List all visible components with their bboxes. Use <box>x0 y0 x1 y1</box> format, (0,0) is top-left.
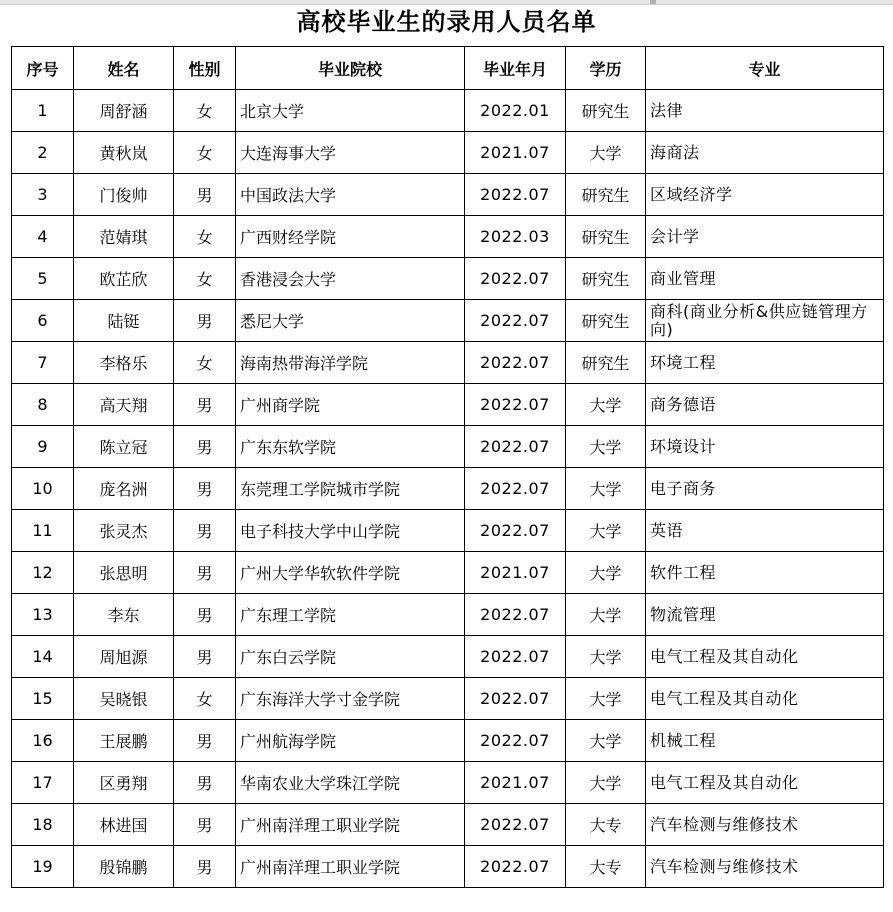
cell-school: 东莞理工学院城市学院 <box>236 468 465 510</box>
cell-index: 15 <box>12 678 74 720</box>
header-degree: 学历 <box>566 47 646 90</box>
cell-gender: 女 <box>174 132 236 174</box>
cell-degree: 大学 <box>566 468 646 510</box>
cell-grad-date: 2022.07 <box>465 594 566 636</box>
cell-name: 范婧琪 <box>74 216 174 258</box>
cell-gender: 男 <box>174 426 236 468</box>
cell-name: 黄秋岚 <box>74 132 174 174</box>
table-row <box>12 846 884 888</box>
cell-grad-date: 2021.07 <box>465 132 566 174</box>
table-row <box>12 300 884 342</box>
cell-gender: 男 <box>174 846 236 888</box>
table-row <box>12 216 884 258</box>
cell-major: 电子商务 <box>646 468 884 510</box>
cell-name: 吴晓银 <box>74 678 174 720</box>
cell-gender: 男 <box>174 384 236 426</box>
cell-index: 12 <box>12 552 74 594</box>
cell-name: 高天翔 <box>74 384 174 426</box>
cell-major: 商业管理 <box>646 258 884 300</box>
header-gender: 性别 <box>174 47 236 90</box>
cell-grad-date: 2022.03 <box>465 216 566 258</box>
cell-school: 华南农业大学珠江学院 <box>236 762 465 804</box>
cell-major: 电气工程及其自动化 <box>646 678 884 720</box>
cell-degree: 大学 <box>566 636 646 678</box>
cell-name: 门俊帅 <box>74 174 174 216</box>
cell-school: 广州航海学院 <box>236 720 465 762</box>
cell-grad-date: 2022.07 <box>465 510 566 552</box>
cell-index: 14 <box>12 636 74 678</box>
cell-name: 周舒涵 <box>74 90 174 132</box>
cell-school: 广西财经学院 <box>236 216 465 258</box>
cell-gender: 男 <box>174 510 236 552</box>
cell-degree: 大学 <box>566 552 646 594</box>
table-header-row <box>12 47 884 90</box>
cell-major: 商科(商业分析&供应链管理方向) <box>646 300 884 342</box>
cell-grad-date: 2022.07 <box>465 342 566 384</box>
cell-school: 悉尼大学 <box>236 300 465 342</box>
table-row <box>12 510 884 552</box>
cell-degree: 研究生 <box>566 174 646 216</box>
cell-name: 区勇翔 <box>74 762 174 804</box>
cell-major: 商务德语 <box>646 384 884 426</box>
cell-major: 汽车检测与维修技术 <box>646 846 884 888</box>
cell-degree: 研究生 <box>566 90 646 132</box>
table-row <box>12 342 884 384</box>
cell-name: 张思明 <box>74 552 174 594</box>
cell-index: 2 <box>12 132 74 174</box>
header-grad-date: 毕业年月 <box>465 47 566 90</box>
cell-grad-date: 2022.07 <box>465 300 566 342</box>
cell-name: 殷锦鹏 <box>74 846 174 888</box>
cell-index: 17 <box>12 762 74 804</box>
cell-name: 林进国 <box>74 804 174 846</box>
header-major: 专业 <box>646 47 884 90</box>
cell-gender: 男 <box>174 720 236 762</box>
cell-degree: 大专 <box>566 846 646 888</box>
table-row <box>12 804 884 846</box>
cell-name: 陆铤 <box>74 300 174 342</box>
cell-major: 电气工程及其自动化 <box>646 636 884 678</box>
cell-major: 汽车检测与维修技术 <box>646 804 884 846</box>
cell-major: 环境工程 <box>646 342 884 384</box>
cell-index: 7 <box>12 342 74 384</box>
cell-school: 广州南洋理工职业学院 <box>236 846 465 888</box>
page-title: 高校毕业生的录用人员名单 <box>296 8 597 36</box>
cell-grad-date: 2022.07 <box>465 468 566 510</box>
cell-major: 机械工程 <box>646 720 884 762</box>
cell-gender: 男 <box>174 636 236 678</box>
cell-school: 电子科技大学中山学院 <box>236 510 465 552</box>
cell-index: 18 <box>12 804 74 846</box>
cell-grad-date: 2022.07 <box>465 636 566 678</box>
cell-index: 10 <box>12 468 74 510</box>
table-row <box>12 90 884 132</box>
cell-school: 广州商学院 <box>236 384 465 426</box>
cell-gender: 男 <box>174 804 236 846</box>
cell-index: 4 <box>12 216 74 258</box>
table-row <box>12 132 884 174</box>
table-body <box>12 90 884 888</box>
cell-major: 英语 <box>646 510 884 552</box>
cell-name: 陈立冠 <box>74 426 174 468</box>
cell-major: 软件工程 <box>646 552 884 594</box>
cell-gender: 男 <box>174 552 236 594</box>
cell-school: 中国政法大学 <box>236 174 465 216</box>
cell-index: 6 <box>12 300 74 342</box>
cell-name: 张灵杰 <box>74 510 174 552</box>
cell-name: 王展鹏 <box>74 720 174 762</box>
cell-gender: 男 <box>174 468 236 510</box>
cell-grad-date: 2022.07 <box>465 720 566 762</box>
table-row <box>12 468 884 510</box>
table-row <box>12 678 884 720</box>
cell-name: 周旭源 <box>74 636 174 678</box>
cell-name: 李东 <box>74 594 174 636</box>
cell-index: 11 <box>12 510 74 552</box>
cell-grad-date: 2021.07 <box>465 552 566 594</box>
cell-gender: 男 <box>174 300 236 342</box>
cell-gender: 女 <box>174 216 236 258</box>
cell-degree: 大学 <box>566 510 646 552</box>
cell-degree: 大专 <box>566 804 646 846</box>
hiring-roster-table <box>11 46 884 888</box>
cell-grad-date: 2022.07 <box>465 258 566 300</box>
cell-school: 广东理工学院 <box>236 594 465 636</box>
cell-index: 3 <box>12 174 74 216</box>
cell-degree: 大学 <box>566 720 646 762</box>
table-row <box>12 552 884 594</box>
cell-index: 13 <box>12 594 74 636</box>
cell-gender: 女 <box>174 342 236 384</box>
cell-index: 9 <box>12 426 74 468</box>
cell-major: 海商法 <box>646 132 884 174</box>
cell-school: 广州南洋理工职业学院 <box>236 804 465 846</box>
cell-degree: 大学 <box>566 384 646 426</box>
cell-grad-date: 2022.07 <box>465 846 566 888</box>
cell-school: 北京大学 <box>236 90 465 132</box>
cell-major: 法律 <box>646 90 884 132</box>
cell-index: 19 <box>12 846 74 888</box>
cell-major: 物流管理 <box>646 594 884 636</box>
cell-degree: 大学 <box>566 762 646 804</box>
cell-degree: 大学 <box>566 426 646 468</box>
cell-index: 16 <box>12 720 74 762</box>
table-row <box>12 384 884 426</box>
cell-school: 广东海洋大学寸金学院 <box>236 678 465 720</box>
cell-degree: 研究生 <box>566 342 646 384</box>
cell-index: 1 <box>12 90 74 132</box>
cell-school: 广州大学华软软件学院 <box>236 552 465 594</box>
cell-name: 欧芷欣 <box>74 258 174 300</box>
cell-school: 大连海事大学 <box>236 132 465 174</box>
header-school: 毕业院校 <box>236 47 465 90</box>
header-name: 姓名 <box>74 47 174 90</box>
cell-grad-date: 2022.07 <box>465 384 566 426</box>
cell-gender: 男 <box>174 594 236 636</box>
cell-gender: 女 <box>174 678 236 720</box>
cell-grad-date: 2022.07 <box>465 426 566 468</box>
cell-grad-date: 2022.07 <box>465 804 566 846</box>
cell-index: 5 <box>12 258 74 300</box>
cell-school: 海南热带海洋学院 <box>236 342 465 384</box>
table-row <box>12 426 884 468</box>
table-row <box>12 720 884 762</box>
cell-gender: 女 <box>174 258 236 300</box>
cell-major: 电气工程及其自动化 <box>646 762 884 804</box>
cell-degree: 大学 <box>566 594 646 636</box>
cell-gender: 女 <box>174 90 236 132</box>
cell-grad-date: 2022.07 <box>465 174 566 216</box>
cell-degree: 研究生 <box>566 216 646 258</box>
cell-degree: 大学 <box>566 678 646 720</box>
cell-school: 香港浸会大学 <box>236 258 465 300</box>
cell-name: 李格乐 <box>74 342 174 384</box>
cell-gender: 男 <box>174 762 236 804</box>
cell-grad-date: 2022.07 <box>465 678 566 720</box>
cell-degree: 大学 <box>566 132 646 174</box>
table-row <box>12 174 884 216</box>
cell-name: 庞名洲 <box>74 468 174 510</box>
cell-major: 会计学 <box>646 216 884 258</box>
cell-grad-date: 2021.07 <box>465 762 566 804</box>
cell-major: 区域经济学 <box>646 174 884 216</box>
cell-school: 广东白云学院 <box>236 636 465 678</box>
cell-index: 8 <box>12 384 74 426</box>
table-row <box>12 636 884 678</box>
cell-degree: 研究生 <box>566 300 646 342</box>
table-row <box>12 258 884 300</box>
cell-major: 环境设计 <box>646 426 884 468</box>
cell-grad-date: 2022.01 <box>465 90 566 132</box>
table-row <box>12 762 884 804</box>
header-index: 序号 <box>12 47 74 90</box>
cell-degree: 研究生 <box>566 258 646 300</box>
cell-school: 广东东软学院 <box>236 426 465 468</box>
table-row <box>12 594 884 636</box>
cell-gender: 男 <box>174 174 236 216</box>
